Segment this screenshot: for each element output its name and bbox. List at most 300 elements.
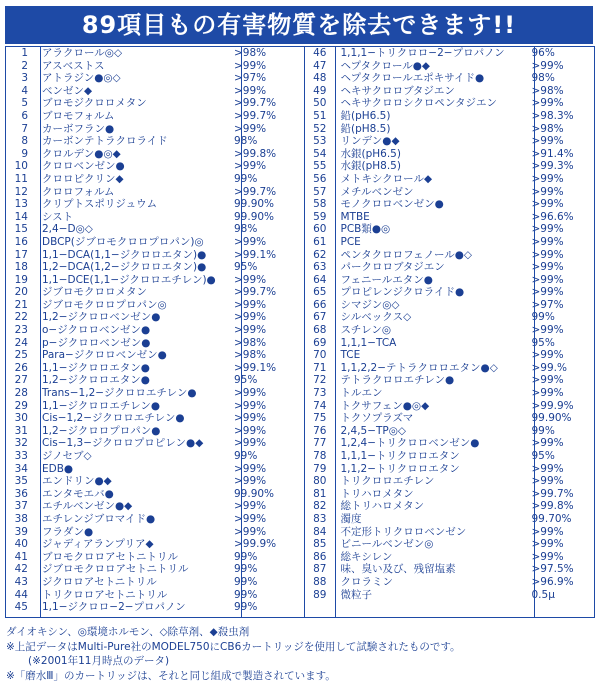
item-name: アスベストス: [42, 59, 105, 72]
table-row: [6, 249, 304, 262]
item-removal-rate: >99%: [531, 462, 564, 475]
item-removal-rate: 99%: [234, 450, 258, 462]
item-removal-rate: 99%: [234, 575, 258, 588]
table-row: [305, 576, 595, 589]
item-removal-rate: >99%: [531, 387, 564, 400]
table-row: [6, 160, 304, 173]
item-removal-rate: >97%: [234, 72, 267, 85]
item-removal-rate: >97%: [531, 298, 564, 311]
item-name: フラダン●: [42, 525, 94, 538]
item-name: アラクロール◎◇: [42, 47, 123, 59]
item-name: 1,2,4−トリクロロベンゼン●: [340, 437, 480, 450]
table-row: [6, 488, 304, 501]
item-number: 65: [313, 286, 327, 299]
item-removal-rate: >98%: [531, 122, 564, 135]
item-name: トリハロメタン: [340, 487, 414, 500]
item-removal-rate: 95%: [234, 261, 258, 274]
item-name: エチルベンゼン●◆: [42, 500, 133, 513]
table-row: [6, 236, 304, 249]
item-number: 70: [313, 349, 327, 362]
table-row: [305, 60, 595, 73]
item-removal-rate: >99%: [531, 223, 564, 236]
item-removal-rate: >99.7%: [234, 286, 277, 299]
item-number: 89: [313, 588, 327, 601]
item-number: 34: [14, 462, 28, 475]
item-removal-rate: >99%: [531, 235, 564, 248]
item-name: 濁度: [340, 512, 362, 525]
item-removal-rate: >98.3%: [531, 109, 574, 122]
item-name: シマジン◎◇: [340, 298, 400, 311]
table-row: [305, 362, 595, 375]
item-removal-rate: 99.90%: [234, 210, 275, 223]
item-number: 47: [313, 59, 327, 72]
item-removal-rate: >99.8%: [234, 147, 277, 160]
item-name: アトラジン●◎◇: [42, 72, 121, 85]
item-number: 61: [313, 235, 327, 248]
item-removal-rate: >99.7%: [234, 109, 277, 122]
item-number: 62: [313, 248, 327, 261]
item-number: 31: [14, 424, 28, 437]
item-name: ヘプタクロール●◆: [340, 59, 430, 72]
item-name: カーボフラン●: [42, 122, 115, 135]
item-name: トクソプラズマ: [340, 412, 414, 425]
item-name: 1,1,2,2−テトラクロロエタン●◇: [340, 361, 498, 374]
item-number: 32: [14, 437, 28, 450]
item-number: 80: [313, 475, 327, 488]
item-number: 6: [21, 109, 28, 122]
item-removal-rate: >99%: [234, 160, 267, 173]
item-removal-rate: >99.9%: [531, 399, 574, 412]
item-number: 88: [313, 575, 327, 588]
item-name: トルエン: [340, 387, 383, 400]
item-removal-rate: >99.1%: [234, 248, 277, 261]
item-number: 25: [14, 349, 28, 362]
item-removal-rate: >99%: [234, 437, 267, 450]
table-row: [6, 211, 304, 224]
item-name: ジノセブ◇: [42, 450, 92, 462]
table-row: [6, 349, 304, 362]
footnote-line: ※上記データはMulti-Pure社のMODEL750にCB6カートリッジを使用して試験されたものです。: [6, 640, 461, 653]
item-name: 総キシレン: [340, 550, 393, 563]
item-removal-rate: >99%: [234, 412, 267, 425]
item-number: 12: [14, 185, 28, 198]
table-row: [6, 589, 304, 602]
item-removal-rate: >99%: [531, 374, 564, 387]
item-removal-rate: >99.7%: [234, 97, 277, 110]
footnote-date: (※2001年11月時点のデータ): [28, 655, 170, 668]
item-name: フェニールエタン●: [340, 273, 433, 286]
table-row: [305, 97, 595, 110]
item-number: 45: [14, 601, 28, 614]
table-row: [6, 324, 304, 337]
item-number: 36: [14, 487, 28, 500]
item-number: 9: [21, 147, 28, 160]
number-divider: [335, 47, 336, 617]
item-number: 72: [313, 374, 327, 387]
item-number: 83: [313, 512, 327, 525]
item-number: 38: [14, 512, 28, 525]
item-number: 3: [21, 72, 28, 85]
item-removal-rate: >99%: [234, 512, 267, 525]
item-number: 67: [313, 311, 327, 324]
table-row: [305, 500, 595, 513]
table-row: [305, 223, 595, 236]
item-number: 27: [14, 374, 28, 387]
item-number: 14: [14, 210, 28, 223]
item-number: 75: [313, 412, 327, 425]
table-row: [305, 387, 595, 400]
item-name: Cis−1,2−ジクロロエチレン●: [42, 412, 185, 425]
table-row: [305, 400, 595, 413]
table-row: [305, 198, 595, 211]
item-name: シスト: [42, 210, 74, 223]
item-name: ベンゼン◆: [42, 84, 93, 97]
item-name: 鉛(pH8.5): [340, 122, 391, 135]
item-number: 71: [313, 361, 327, 374]
table-row: [305, 450, 595, 463]
item-number: 60: [313, 223, 327, 236]
table-row: [305, 437, 595, 450]
item-removal-rate: >99.9%: [234, 538, 277, 551]
item-number: 16: [14, 235, 28, 248]
item-removal-rate: 99%: [234, 563, 258, 576]
item-number: 58: [313, 198, 327, 211]
table-row: [6, 526, 304, 539]
table-row: [6, 274, 304, 287]
legend-text: ダイオキシン、◎環境ホルモン、◇除草剤、◆殺虫剤: [6, 626, 250, 638]
table-row: [305, 299, 595, 312]
table-row: [6, 135, 304, 148]
item-name: リンデン●◆: [340, 135, 400, 148]
table-row: [305, 123, 595, 136]
item-name: 水銀(pH6.5): [340, 147, 401, 160]
table-row: [305, 337, 595, 350]
table-row: [305, 324, 595, 337]
item-name: 総トリハロメタン: [340, 500, 425, 513]
item-name: ヘプタクロールエポキサイド●: [340, 72, 485, 85]
item-removal-rate: >99%: [234, 311, 267, 324]
value-divider: [241, 47, 242, 617]
item-name: エンドリン●◆: [42, 475, 112, 488]
item-removal-rate: >99%: [234, 500, 267, 513]
item-removal-rate: 99%: [234, 172, 258, 185]
item-number: 4: [21, 84, 28, 97]
item-name: メチルベンゼン: [340, 185, 414, 198]
item-number: 21: [14, 298, 28, 311]
right-column: [305, 47, 595, 617]
item-removal-rate: 99.90%: [234, 487, 275, 500]
table-row: [6, 425, 304, 438]
item-removal-rate: >99%: [531, 324, 564, 337]
item-number: 64: [313, 273, 327, 286]
item-number: 68: [313, 324, 327, 337]
item-number: 26: [14, 361, 28, 374]
item-name: PCB類●◎: [340, 223, 391, 236]
item-removal-rate: >99%: [531, 198, 564, 211]
item-number: 50: [313, 97, 327, 110]
table-row: [6, 538, 304, 551]
item-name: クリプトスポリジュウム: [42, 198, 158, 211]
item-name: Para−ジクロロベンゼン●: [42, 349, 167, 362]
item-removal-rate: >99%: [234, 475, 267, 488]
table-row: [305, 85, 595, 98]
item-name: PCE: [340, 235, 361, 248]
table-row: [305, 488, 595, 501]
item-number: 46: [313, 47, 327, 59]
item-removal-rate: >98%: [234, 47, 267, 59]
item-name: 1,1,1−トリクロロ−2−プロパノン: [340, 47, 505, 59]
item-number: 49: [313, 84, 327, 97]
item-name: クロロベンゼン●: [42, 160, 125, 173]
item-number: 52: [313, 122, 327, 135]
item-removal-rate: >99%: [531, 475, 564, 488]
table-row: [305, 173, 595, 186]
item-number: 77: [313, 437, 327, 450]
item-removal-rate: >99%: [531, 538, 564, 551]
item-removal-rate: >99.3%: [531, 160, 574, 173]
item-name: Trans−1,2−ジクロロエチレン●: [42, 387, 197, 400]
item-removal-rate: 99.90%: [234, 198, 275, 211]
item-name: クロロフォルム: [42, 185, 115, 198]
table-row: [6, 110, 304, 123]
item-number: 22: [14, 311, 28, 324]
item-number: 48: [313, 72, 327, 85]
table-row: [6, 261, 304, 274]
item-number: 41: [14, 550, 28, 563]
item-number: 87: [313, 563, 327, 576]
item-name: 1,2−ジクロロベンゼン●: [42, 311, 161, 324]
item-removal-rate: >99.7%: [531, 487, 574, 500]
item-number: 54: [313, 147, 327, 160]
item-removal-rate: 99%: [531, 424, 555, 437]
item-name: 1,2−DCA(1,2−ジクロロエタン)●: [42, 261, 207, 274]
table-row: [305, 463, 595, 476]
item-name: トリクロロエチレン: [340, 475, 435, 488]
number-divider: [40, 47, 41, 617]
table-row: [6, 551, 304, 564]
contaminant-table: [5, 46, 595, 618]
item-name: 1,1−DCA(1,1−ジクロロエタン)●: [42, 248, 207, 261]
table-row: [6, 123, 304, 136]
item-number: 86: [313, 550, 327, 563]
item-number: 19: [14, 273, 28, 286]
item-number: 81: [313, 487, 327, 500]
item-removal-rate: 99%: [234, 588, 258, 601]
table-row: [305, 311, 595, 324]
item-number: 79: [313, 462, 327, 475]
item-number: 17: [14, 248, 28, 261]
table-row: [305, 513, 595, 526]
table-row: [6, 47, 304, 60]
item-name: 1,1−ジクロロエタン●: [42, 361, 150, 374]
item-number: 84: [313, 525, 327, 538]
item-name: TCE: [340, 349, 361, 362]
item-number: 69: [313, 336, 327, 349]
item-removal-rate: >99%: [531, 525, 564, 538]
item-removal-rate: >96.9%: [531, 575, 574, 588]
item-name: 味、臭い及び、残留塩素: [340, 563, 456, 576]
item-removal-rate: 95%: [531, 336, 555, 349]
item-removal-rate: 95%: [531, 450, 555, 462]
table-row: [6, 563, 304, 576]
item-name: 1,2−ジクロロエタン●: [42, 374, 150, 387]
item-removal-rate: 98%: [531, 72, 555, 85]
item-name: 微粒子: [340, 588, 372, 601]
item-name: パークロロブタジエン: [340, 261, 445, 274]
item-name: 1,1−DCE(1,1−ジクロロエチレン)●: [42, 273, 216, 286]
item-number: 66: [313, 298, 327, 311]
table-row: [6, 337, 304, 350]
item-name: o−ジクロロベンゼン●: [42, 324, 151, 337]
table-row: [6, 311, 304, 324]
item-name: 不定形トリクロロベンゼン: [340, 525, 467, 538]
value-divider: [534, 47, 535, 617]
item-number: 10: [14, 160, 28, 173]
item-removal-rate: >99%: [234, 324, 267, 337]
item-name: トリクロロアセトニトリル: [42, 588, 168, 601]
item-removal-rate: >91.4%: [531, 147, 574, 160]
table-row: [305, 186, 595, 199]
table-row: [6, 299, 304, 312]
table-row: [305, 160, 595, 173]
item-removal-rate: >99%: [234, 122, 267, 135]
item-removal-rate: 95%: [234, 374, 258, 387]
table-row: [305, 475, 595, 488]
item-removal-rate: >99%: [531, 286, 564, 299]
item-removal-rate: 99%: [234, 601, 258, 614]
item-number: 24: [14, 336, 28, 349]
item-number: 30: [14, 412, 28, 425]
item-name: 水銀(pH8.5): [340, 160, 401, 173]
item-removal-rate: 99.70%: [531, 512, 572, 525]
item-removal-rate: >99%: [234, 424, 267, 437]
item-name: 1,1,1−トリクロロエタン: [340, 450, 460, 462]
item-removal-rate: >96.6%: [531, 210, 574, 223]
item-name: テトラクロロエチレン●: [340, 374, 455, 387]
item-number: 55: [313, 160, 327, 173]
item-number: 11: [14, 172, 28, 185]
table-row: [6, 72, 304, 85]
item-removal-rate: >99.8%: [531, 500, 574, 513]
table-row: [6, 97, 304, 110]
item-number: 35: [14, 475, 28, 488]
item-name: スチレン◎: [340, 324, 391, 337]
footnotes: [6, 625, 594, 683]
table-row: [6, 85, 304, 98]
item-number: 37: [14, 500, 28, 513]
item-removal-rate: >99%: [531, 97, 564, 110]
table-row: [6, 500, 304, 513]
item-removal-rate: >99.%: [531, 361, 567, 374]
item-number: 42: [14, 563, 28, 576]
item-number: 76: [313, 424, 327, 437]
item-removal-rate: >99.1%: [234, 361, 277, 374]
item-name: クロロピクリン◆: [42, 172, 124, 185]
item-name: 2,4,5−TP◎◇: [340, 424, 406, 437]
item-name: ブロモフォルム: [42, 109, 115, 122]
left-column: [6, 47, 305, 617]
item-removal-rate: >99%: [531, 437, 564, 450]
item-removal-rate: 96%: [531, 47, 555, 59]
item-number: 51: [313, 109, 327, 122]
item-removal-rate: 99.90%: [531, 412, 572, 425]
table-row: [6, 400, 304, 413]
item-number: 15: [14, 223, 28, 236]
item-name: 鉛(pH6.5): [340, 109, 391, 122]
item-removal-rate: 0.5μ: [531, 588, 555, 601]
table-row: [305, 563, 595, 576]
table-row: [305, 72, 595, 85]
item-removal-rate: >98%: [234, 349, 267, 362]
item-name: ジブロモクロロプロパン◎: [42, 298, 167, 311]
item-name: メトキシクロール◆: [340, 172, 433, 185]
item-number: 59: [313, 210, 327, 223]
item-name: トクサフェン●◎◆: [340, 399, 430, 412]
item-number: 73: [313, 387, 327, 400]
table-row: [305, 526, 595, 539]
table-row: [6, 286, 304, 299]
table-row: [305, 211, 595, 224]
table-row: [6, 450, 304, 463]
table-row: [305, 589, 595, 602]
item-number: 56: [313, 172, 327, 185]
item-removal-rate: >98%: [234, 336, 267, 349]
item-name: ブロモクロロアセトニトリル: [42, 550, 178, 563]
item-removal-rate: >99%: [531, 550, 564, 563]
item-removal-rate: >99%: [234, 525, 267, 538]
item-number: 57: [313, 185, 327, 198]
item-name: エンタモエバ●: [42, 487, 114, 500]
table-row: [6, 186, 304, 199]
item-number: 18: [14, 261, 28, 274]
item-number: 85: [313, 538, 327, 551]
table-row: [6, 475, 304, 488]
item-removal-rate: 99%: [531, 311, 555, 324]
item-name: ジブロモクロロメタン: [42, 286, 147, 299]
table-row: [6, 576, 304, 589]
item-number: 28: [14, 387, 28, 400]
item-removal-rate: >99%: [234, 462, 267, 475]
item-number: 78: [313, 450, 327, 462]
item-name: ペンタクロロフェノール●◇: [340, 248, 472, 261]
item-number: 2: [21, 59, 28, 72]
item-number: 5: [21, 97, 28, 110]
item-name: EDB●: [42, 462, 74, 475]
table-row: [6, 513, 304, 526]
item-name: ジブロモクロロアセトニトリル: [42, 563, 189, 576]
item-removal-rate: >99%: [531, 185, 564, 198]
table-row: [6, 412, 304, 425]
item-number: 43: [14, 575, 28, 588]
item-number: 1: [21, 47, 28, 59]
item-number: 20: [14, 286, 28, 299]
table-row: [305, 274, 595, 287]
item-name: p−ジクロロベンゼン●: [42, 336, 151, 349]
table-row: [6, 387, 304, 400]
table-row: [6, 173, 304, 186]
page-title: 89項目もの有害物質を除去できます!!: [5, 6, 593, 44]
item-number: 8: [21, 135, 28, 148]
table-row: [6, 60, 304, 73]
item-name: カーボンテトラクロライド: [42, 135, 168, 148]
table-row: [6, 463, 304, 476]
item-name: ジクロロアセトニトリル: [42, 575, 157, 588]
item-removal-rate: >99%: [234, 298, 267, 311]
table-row: [305, 538, 595, 551]
item-name: 1,1,1−TCA: [340, 336, 397, 349]
item-removal-rate: >97.5%: [531, 563, 574, 576]
item-removal-rate: 99%: [234, 550, 258, 563]
